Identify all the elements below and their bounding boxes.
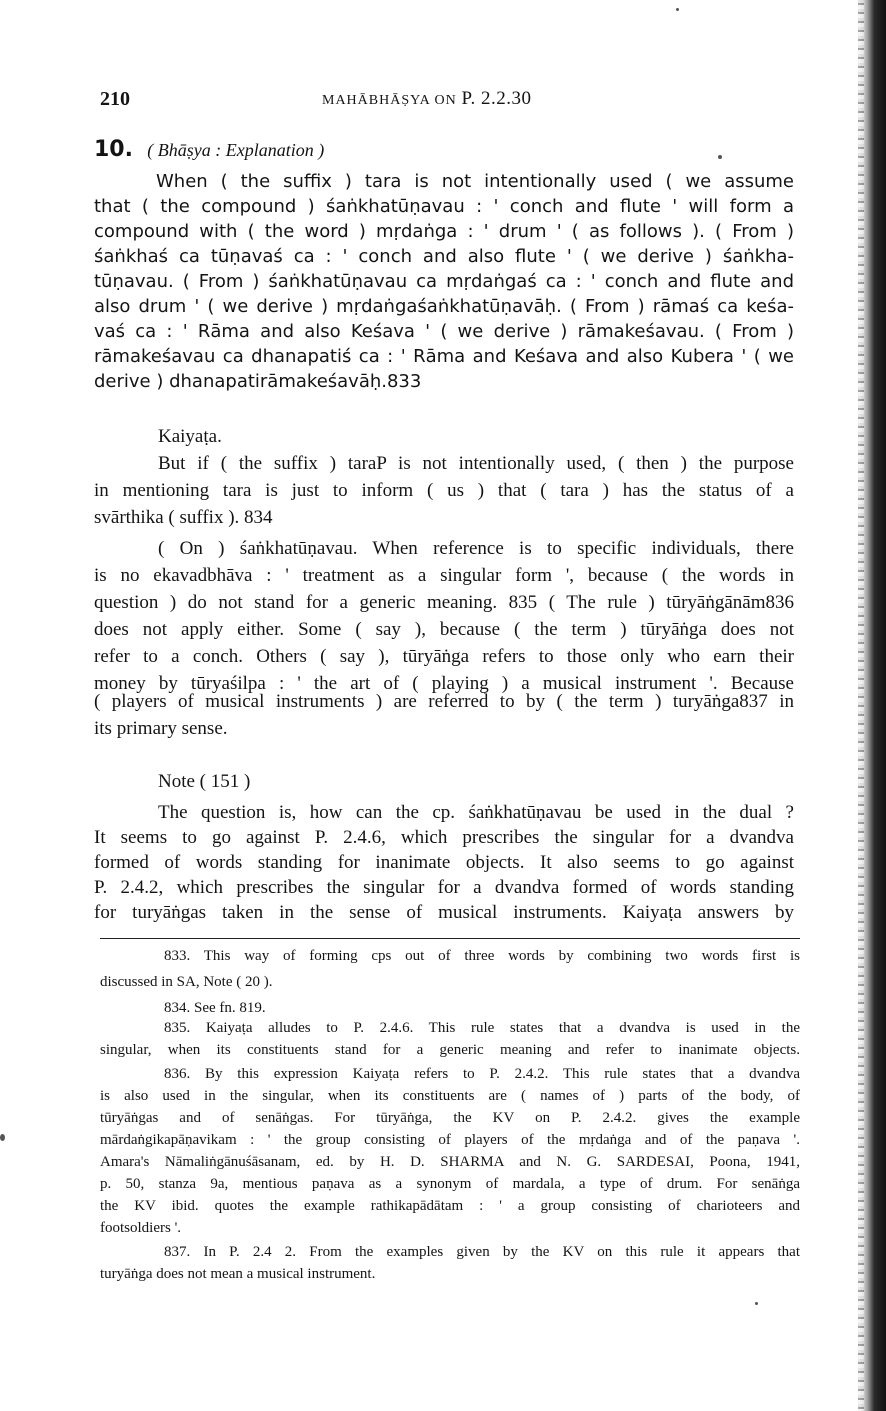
section-subtitle: ( Bhāṣya : Explanation ) bbox=[147, 140, 325, 160]
bhasya-line: When ( the suffix ) tara is not intentionally used ( we assume bbox=[156, 171, 794, 192]
footnote-line: p. 50, stanza 9a, mentious paṇava as a synonym of mardala, a type of drum. For senāṅga bbox=[100, 1176, 800, 1192]
kaiyata-line: is no ekavadbhāva : ' treatment as a singular form ', because ( the words in bbox=[94, 565, 794, 586]
page-header bbox=[100, 86, 800, 116]
footnote-line: mārdaṅgikapāṇavikam : ' the group consisting of players of the mṛdaṅga and of the paṇava '. bbox=[100, 1132, 800, 1148]
footnote-line: the KV ibid. quotes the example rathikapādātam : ' a group consisting of charioteers and bbox=[100, 1198, 800, 1214]
kaiyata-line: does not apply either. Some ( say ), because ( the term ) tūryāṅga does not bbox=[94, 619, 794, 640]
footnote-line: discussed in SA, Note ( 20 ). bbox=[100, 974, 273, 990]
running-title: MAHĀBHĀṢYA ON P. 2.2.30 bbox=[322, 88, 532, 109]
footnote-line: 836. By this expression Kaiyaṭa refers to P. 2.4.2. This rule states that a dvandva bbox=[164, 1066, 800, 1082]
footnote-line: 837. In P. 2.4 2. From the examples given by the KV on this rule it appears that bbox=[164, 1244, 800, 1260]
bhasya-line: also drum ' ( we derive ) mṛdaṅgaśaṅkhatūṇavāḥ. ( From ) rāmaś ca keśa- bbox=[94, 296, 794, 317]
scan-speck bbox=[755, 1302, 758, 1305]
note-heading: Note ( 151 ) bbox=[158, 771, 251, 792]
footnote-line: 834. See fn. 819. bbox=[164, 1000, 266, 1016]
kaiyata-line: But if ( the suffix ) taraP is not intentionally used, ( then ) the purpose bbox=[158, 453, 794, 474]
bhasya-line: tūṇavau. ( From ) śaṅkhatūṇavau ca mṛdaṅgaś ca : ' conch and flute and bbox=[94, 271, 794, 292]
note-line: The question is, how can the cp. śaṅkhatūṇavau be used in the dual ? bbox=[158, 802, 794, 823]
footnote-line: 833. This way of forming cps out of three words by combining two words first is bbox=[164, 948, 800, 964]
kaiyata-line: money by tūryaśilpa : ' the art of ( playing ) a musical instrument '. Because bbox=[94, 673, 794, 694]
page-number: 210 bbox=[100, 88, 130, 110]
section-heading bbox=[94, 138, 794, 163]
kaiyata-line: ( players of musical instruments ) are referred to by ( the term ) turyāṅga837 in bbox=[94, 691, 794, 712]
bhasya-line: that ( the compound ) śaṅkhatūṇavau : ' conch and flute ' will form a bbox=[94, 196, 794, 217]
kaiyata-line: question ) do not stand for a generic meaning. 835 ( The rule ) tūryāṅgānām836 bbox=[94, 592, 794, 613]
footnote-line: tūryāṅgas and of senāṅgas. For tūryāṅga, the KV on P. 2.4.2. gives the example bbox=[100, 1110, 800, 1126]
note-line: It seems to go against P. 2.4.6, which prescribes the singular for a dvandva bbox=[94, 827, 794, 848]
bhasya-line: śaṅkhaś ca tūṇavaś ca : ' conch and also flute ' ( we derive ) śaṅkha- bbox=[94, 246, 794, 267]
footnote-line: Amara's Nāmaliṅgānuśāsanam, ed. by H. D. SHARMA and N. G. SARDESAI, Poona, 1941, bbox=[100, 1154, 800, 1170]
bhasya-line: rāmakeśavau ca dhanapatiś ca : ' Rāma and Keśava and also Kubera ' ( we bbox=[94, 346, 794, 367]
scan-edge-texture bbox=[858, 0, 864, 1411]
footnote-line: 835. Kaiyaṭa alludes to P. 2.4.6. This rule states that a dvandva is used in the bbox=[164, 1020, 800, 1036]
footnote-line: is also used in the singular, when its constituents are ( names of ) parts of the body, of bbox=[100, 1088, 800, 1104]
note-line: for turyāṅgas taken in the sense of musical instruments. Kaiyaṭa answers by bbox=[94, 902, 794, 923]
scan-speck bbox=[0, 1134, 5, 1141]
footnote-line: footsoldiers '. bbox=[100, 1220, 182, 1236]
section-number: 10. bbox=[94, 137, 133, 162]
kaiyata-line: ( On ) śaṅkhatūṇavau. When reference is to specific individuals, there bbox=[158, 538, 794, 559]
kaiyata-heading: Kaiyaṭa. bbox=[158, 426, 222, 447]
bhasya-line: derive ) dhanapatirāmakeśavāḥ.833 bbox=[94, 371, 422, 392]
bhasya-line: compound with ( the word ) mṛdaṅga : ' drum ' ( as follows ). ( From ) bbox=[94, 221, 794, 242]
kaiyata-line: in mentioning tara is just to inform ( us ) that ( tara ) has the status of a bbox=[94, 480, 794, 501]
kaiyata-line: svārthika ( suffix ). 834 bbox=[94, 507, 273, 528]
kaiyata-line: refer to a conch. Others ( say ), tūryāṅga refers to those only who earn their bbox=[94, 646, 794, 667]
footnote-line: singular, when its constituents stand for a generic meaning and refer to inanimate objects. bbox=[100, 1042, 800, 1058]
scan-speck bbox=[676, 8, 679, 11]
note-line: P. 2.4.2, which prescribes the singular for a dvandva formed of words standing bbox=[94, 877, 794, 898]
kaiyata-line: its primary sense. bbox=[94, 718, 228, 739]
footnote-rule bbox=[100, 938, 800, 939]
footnote-line: turyāṅga does not mean a musical instrument. bbox=[100, 1266, 376, 1282]
bhasya-line: vaś ca : ' Rāma and also Keśava ' ( we derive ) rāmakeśavau. ( From ) bbox=[94, 321, 794, 342]
note-line: formed of words standing for inanimate objects. It also seems to go against bbox=[94, 852, 794, 873]
